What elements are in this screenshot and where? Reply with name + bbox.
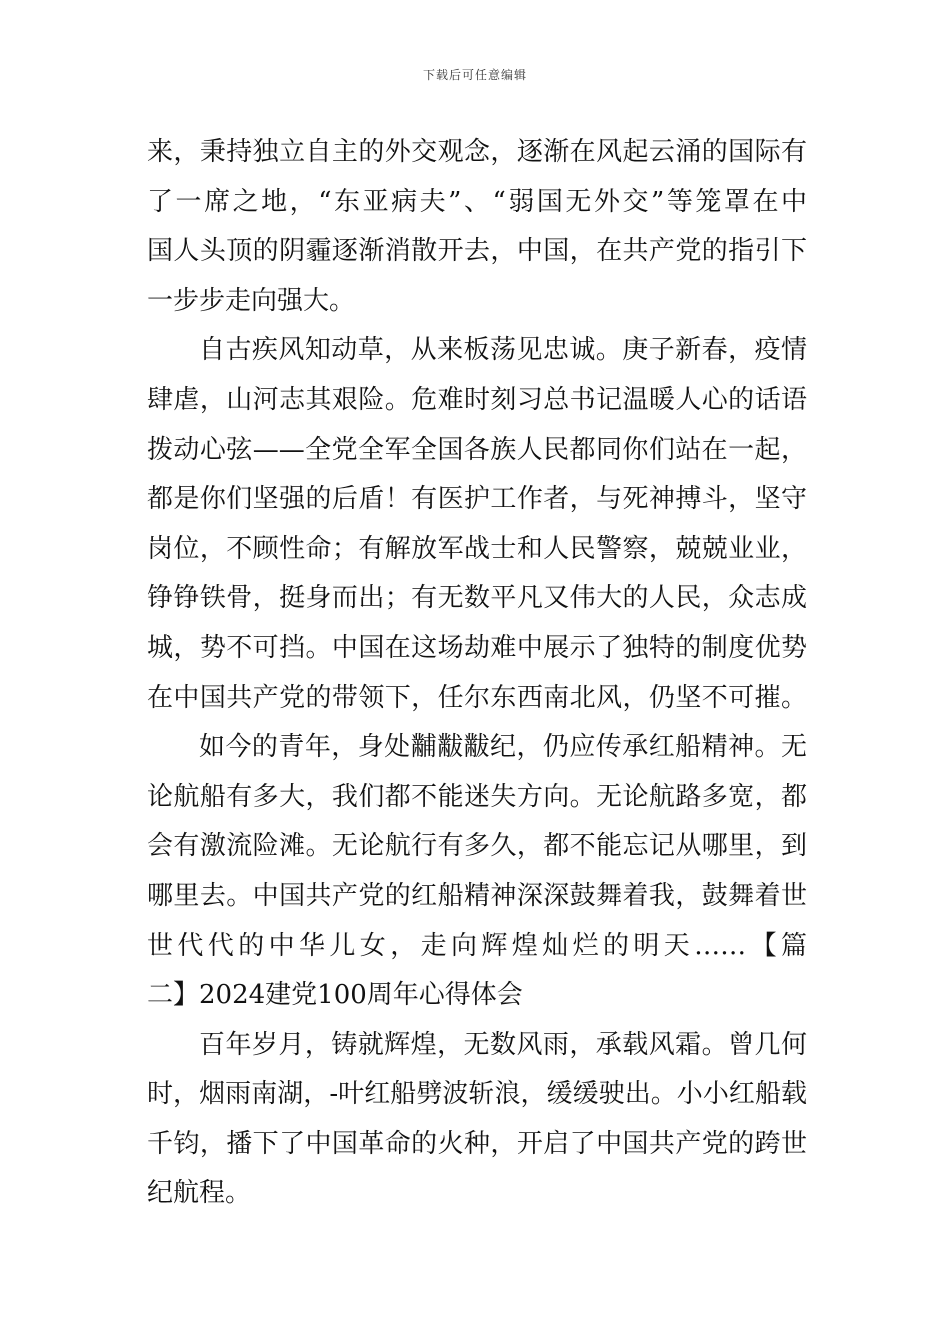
text-line: 自古疾风知动草，从来板荡见忠诚。庚子新春，疫情 bbox=[199, 335, 807, 366]
text-line: 了一席之地，“东亚病夫”、“弱国无外交”等笼罩在中 bbox=[147, 186, 807, 217]
text-line: 铮铮铁骨，挺身而出；有无数平凡又伟大的人民，众志成 bbox=[147, 583, 807, 614]
text-line: 千钧，播下了中国革命的火种，开启了中国共产党的跨世 bbox=[147, 1128, 807, 1159]
text-line: 纪航程。 bbox=[147, 1178, 252, 1209]
text-line: 肆虐，山河志其艰险。危难时刻习总书记温暖人心的话语 bbox=[147, 384, 807, 415]
text-line: 国人头顶的阴霾逐渐消散开去，中国，在共产党的指引下 bbox=[147, 236, 807, 267]
text-line: 时，烟雨南湖，-叶红船劈波斩浪，缓缓驶出。小小红船载 bbox=[147, 1079, 807, 1110]
text-line: 二】2024建党100周年心得体会 bbox=[147, 980, 523, 1011]
text-line: 在中国共产党的带领下，任尔东西南北风，仍坚不可摧。 bbox=[147, 682, 807, 713]
text-line: 岗位，不顾性命；有解放军战士和人民警察，兢兢业业， bbox=[147, 533, 807, 564]
text-line: 一步步走向强大。 bbox=[147, 285, 356, 316]
document-body bbox=[147, 128, 807, 1219]
text-line: 论航船有多大，我们都不能迷失方向。无论航路多宽，都 bbox=[147, 781, 807, 812]
text-line: 如今的青年，身处黼黻黻纪，仍应传承红船精神。无 bbox=[199, 732, 807, 763]
text-line: 世代代的中华儿女，走向辉煌灿烂的明天……【篇 bbox=[147, 930, 807, 961]
page-header: 下载后可任意编辑 bbox=[422, 68, 527, 82]
text-line: 拨动心弦——全党全军全国各族人民都同你们站在一起， bbox=[147, 434, 807, 465]
text-line: 来，秉持独立自主的外交观念，逐渐在风起云涌的国际有 bbox=[147, 137, 807, 167]
text-line: 百年岁月，铸就辉煌，无数风雨，承载风霜。曾几何 bbox=[199, 1029, 807, 1060]
text-line: 城，势不可挡。中国在这场劫难中展示了独特的制度优势 bbox=[147, 632, 807, 663]
text-line: 会有激流险滩。无论航行有多久，都不能忘记从哪里，到 bbox=[147, 831, 807, 862]
text-line: 哪里去。中国共产党的红船精神深深鼓舞着我，鼓舞着世 bbox=[147, 880, 807, 911]
text-line: 都是你们坚强的后盾！有医护工作者，与死神搏斗，坚守 bbox=[147, 484, 807, 515]
